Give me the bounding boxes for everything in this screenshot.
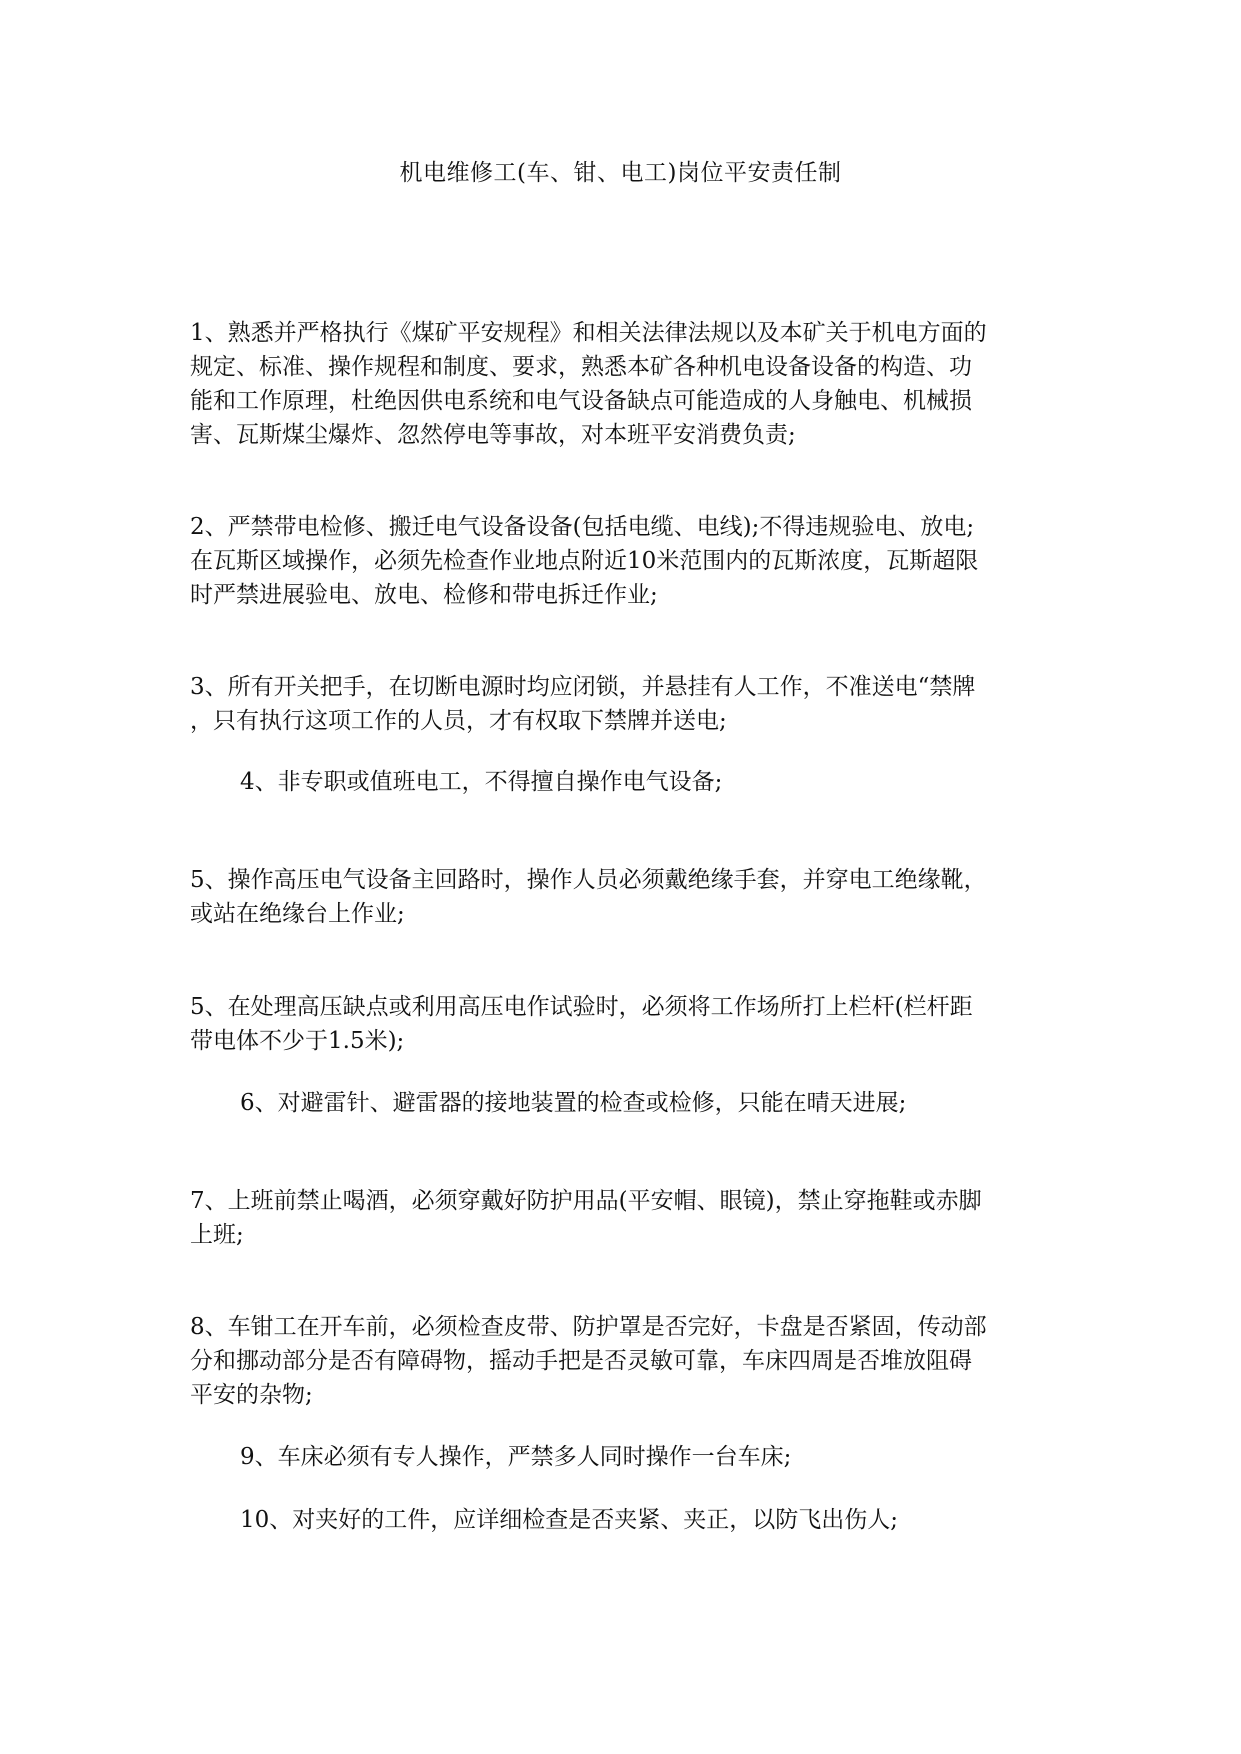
paragraph-5 (190, 863, 987, 931)
text-line: 3、所有开关把手，在切断电源时均应闭锁，并悬挂有人工作，不准送电“禁牌 (190, 674, 976, 700)
paragraph-1 (190, 316, 987, 452)
text-line: 分和挪动部分是否有障碍物，摇动手把是否灵敏可靠，车床四周是否堆放阻碍 (190, 1348, 972, 1374)
text-line: 上班; (190, 1222, 244, 1248)
document-title: 机电维修工(车、钳、电工)岗位平安责任制 (399, 160, 842, 186)
text-line: 能和工作原理，杜绝因供电系统和电气设备缺点可能造成的人身触电、机械损 (190, 388, 972, 414)
paragraph-8 (190, 1184, 982, 1252)
text-line: 5、在处理高压缺点或利用高压电作试验时，必须将工作场所打上栏杆(栏杆距 (190, 994, 973, 1020)
paragraph-2 (190, 510, 978, 612)
paragraph-3 (190, 670, 975, 738)
paragraph-6 (190, 990, 973, 1058)
text-line: 5、操作高压电气设备主回路时，操作人员必须戴绝缘手套，并穿电工绝缘靴， (190, 867, 987, 893)
text-line: 4、非专职或值班电工，不得擅自操作电气设备; (240, 769, 723, 795)
text-line: 1、熟悉并严格执行《煤矿平安规程》和相关法律法规以及本矿关于机电方面的 (190, 320, 987, 346)
text-line: 10、对夹好的工件，应详细检查是否夹紧、夹正，以防飞出伤人; (240, 1507, 899, 1533)
text-line: 2、严禁带电检修、搬迁电气设备设备(包括电缆、电线);不得违规验电、放电; (190, 514, 975, 540)
paragraph-9 (190, 1310, 987, 1412)
paragraph-4 (240, 765, 722, 799)
paragraph-11 (240, 1503, 898, 1537)
text-line: 在瓦斯区域操作，必须先检查作业地点附近10米范围内的瓦斯浓度，瓦斯超限 (190, 548, 979, 574)
text-line: 规定、标准、操作规程和制度、要求，熟悉本矿各种机电设备设备的构造、功 (190, 354, 972, 380)
text-line: 7、上班前禁止喝酒，必须穿戴好防护用品(平安帽、眼镜)，禁止穿拖鞋或赤脚 (190, 1188, 982, 1214)
paragraph-7 (240, 1086, 906, 1120)
paragraph-10 (240, 1440, 791, 1474)
text-line: 9、车床必须有专人操作，严禁多人同时操作一台车床; (240, 1444, 792, 1470)
text-line: 害、瓦斯煤尘爆炸、忽然停电等事故，对本班平安消费负责; (190, 422, 796, 448)
text-line: 时严禁进展验电、放电、检修和带电拆迁作业; (190, 582, 658, 608)
text-line: 8、车钳工在开车前，必须检查皮带、防护罩是否完好，卡盘是否紧固，传动部 (190, 1314, 987, 1340)
text-line: 6、对避雷针、避雷器的接地装置的检查或检修，只能在晴天进展; (240, 1090, 907, 1116)
text-line: ，只有执行这项工作的人员，才有权取下禁牌并送电; (190, 708, 727, 734)
text-line: 平安的杂物; (190, 1382, 313, 1408)
text-line: 带电体不少于1.5米); (190, 1028, 405, 1054)
text-line: 或站在绝缘台上作业; (190, 901, 405, 927)
